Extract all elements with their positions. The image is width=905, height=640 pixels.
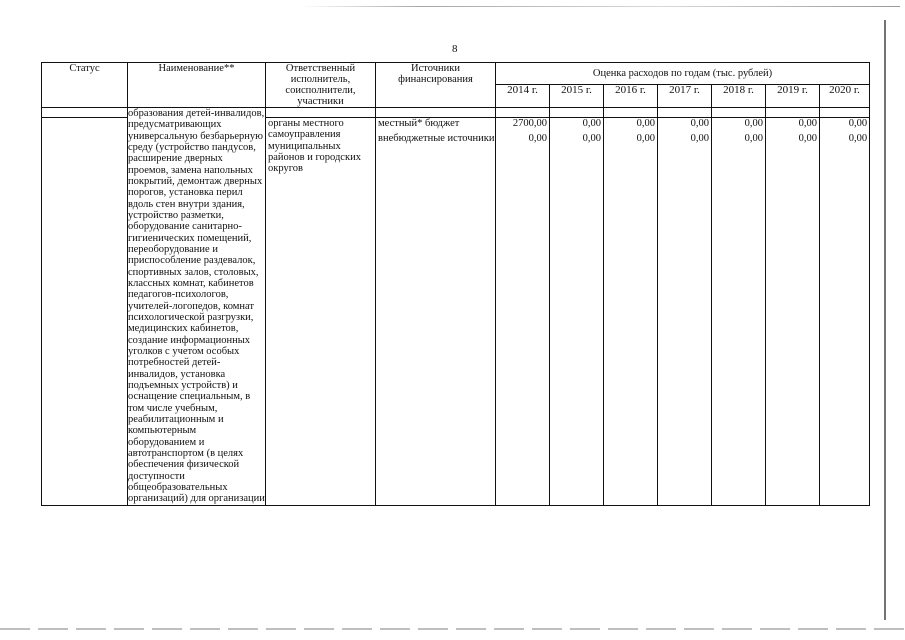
value-cell: 0,00: [582, 118, 601, 130]
year-cell: [550, 118, 604, 505]
header-year: 2015 г.: [550, 85, 604, 108]
scan-artifact-edge: [884, 20, 886, 620]
value-cell: 0,00: [848, 118, 868, 130]
header-expenses: Оценка расходов по годам (тыс. рублей): [496, 63, 870, 85]
header-responsible: Ответственный исполнитель, соисполнители, участники: [266, 63, 376, 108]
header-year: 2020 г.: [820, 85, 870, 108]
budget-table: [41, 62, 870, 506]
value-cell: 0,00: [744, 118, 763, 130]
header-name: Наименование**: [128, 63, 266, 108]
year-cell: [766, 118, 820, 505]
year-cell: [658, 118, 712, 505]
scan-artifact-top: [300, 6, 900, 7]
header-year: 2017 г.: [658, 85, 712, 108]
year-cell: [712, 118, 766, 505]
value-cell: 0,00: [690, 118, 709, 130]
header-year: 2016 г.: [604, 85, 658, 108]
value-cell: 0,00: [528, 133, 547, 145]
value-cell: 0,00: [848, 133, 868, 145]
item-sources: [376, 118, 496, 505]
year-cell: [496, 118, 550, 505]
value-cell: 0,00: [636, 118, 655, 130]
header-year: 2019 г.: [766, 85, 820, 108]
header-row-1: [42, 63, 870, 85]
source-label: внебюджетные источники: [378, 133, 495, 145]
year-cell: [604, 118, 658, 505]
item-responsible: органы местного самоуправления муниципальных районов и городских округов: [266, 118, 376, 505]
value-cell: 0,00: [744, 133, 763, 145]
spacer-row: [42, 108, 870, 118]
source-label: местный* бюджет: [378, 118, 460, 130]
value-cell: 2700,00: [512, 118, 547, 130]
value-cell: 0,00: [798, 133, 817, 145]
header-status: Статус: [42, 63, 128, 108]
value-cell: 0,00: [636, 133, 655, 145]
header-year: 2018 г.: [712, 85, 766, 108]
header-year: 2014 г.: [496, 85, 550, 108]
page-number: 8: [452, 43, 458, 55]
value-cell: 0,00: [582, 133, 601, 145]
scan-artifact-bottom: [0, 628, 905, 630]
year-cell: [820, 118, 870, 505]
value-cell: 0,00: [690, 133, 709, 145]
header-sources: Источники финансирования: [376, 63, 496, 108]
item-name: образования детей-инвалидов, предусматривающих универсальную безбарьерную среду (устройство пандусов, расширение дверных проемов, замена напольных покрытий, демонтаж дверных порогов, установка перил вдоль стен внутри здания, устройство разметки, оборудование санитарно-гигиенических помещений, переоборудование и приспособление раздевалок, спортивных залов, столовых, классных комнат, кабинетов педагогов-психологов, учителей-логопедов, комнат психологической разгрузки, медицинских кабинетов, создание информационных уголков с учетом особых потребностей детей-инвалидов, установка подъемных устройств) и оснащение специальным, в том числе учебным, реабилитационным и компьютерным оборудованием и автотранспортом (в целях обеспечения физической доступности общеобразовательных организаций) для организации: [128, 108, 265, 505]
value-cell: 0,00: [798, 118, 817, 130]
item-status: [42, 118, 128, 505]
